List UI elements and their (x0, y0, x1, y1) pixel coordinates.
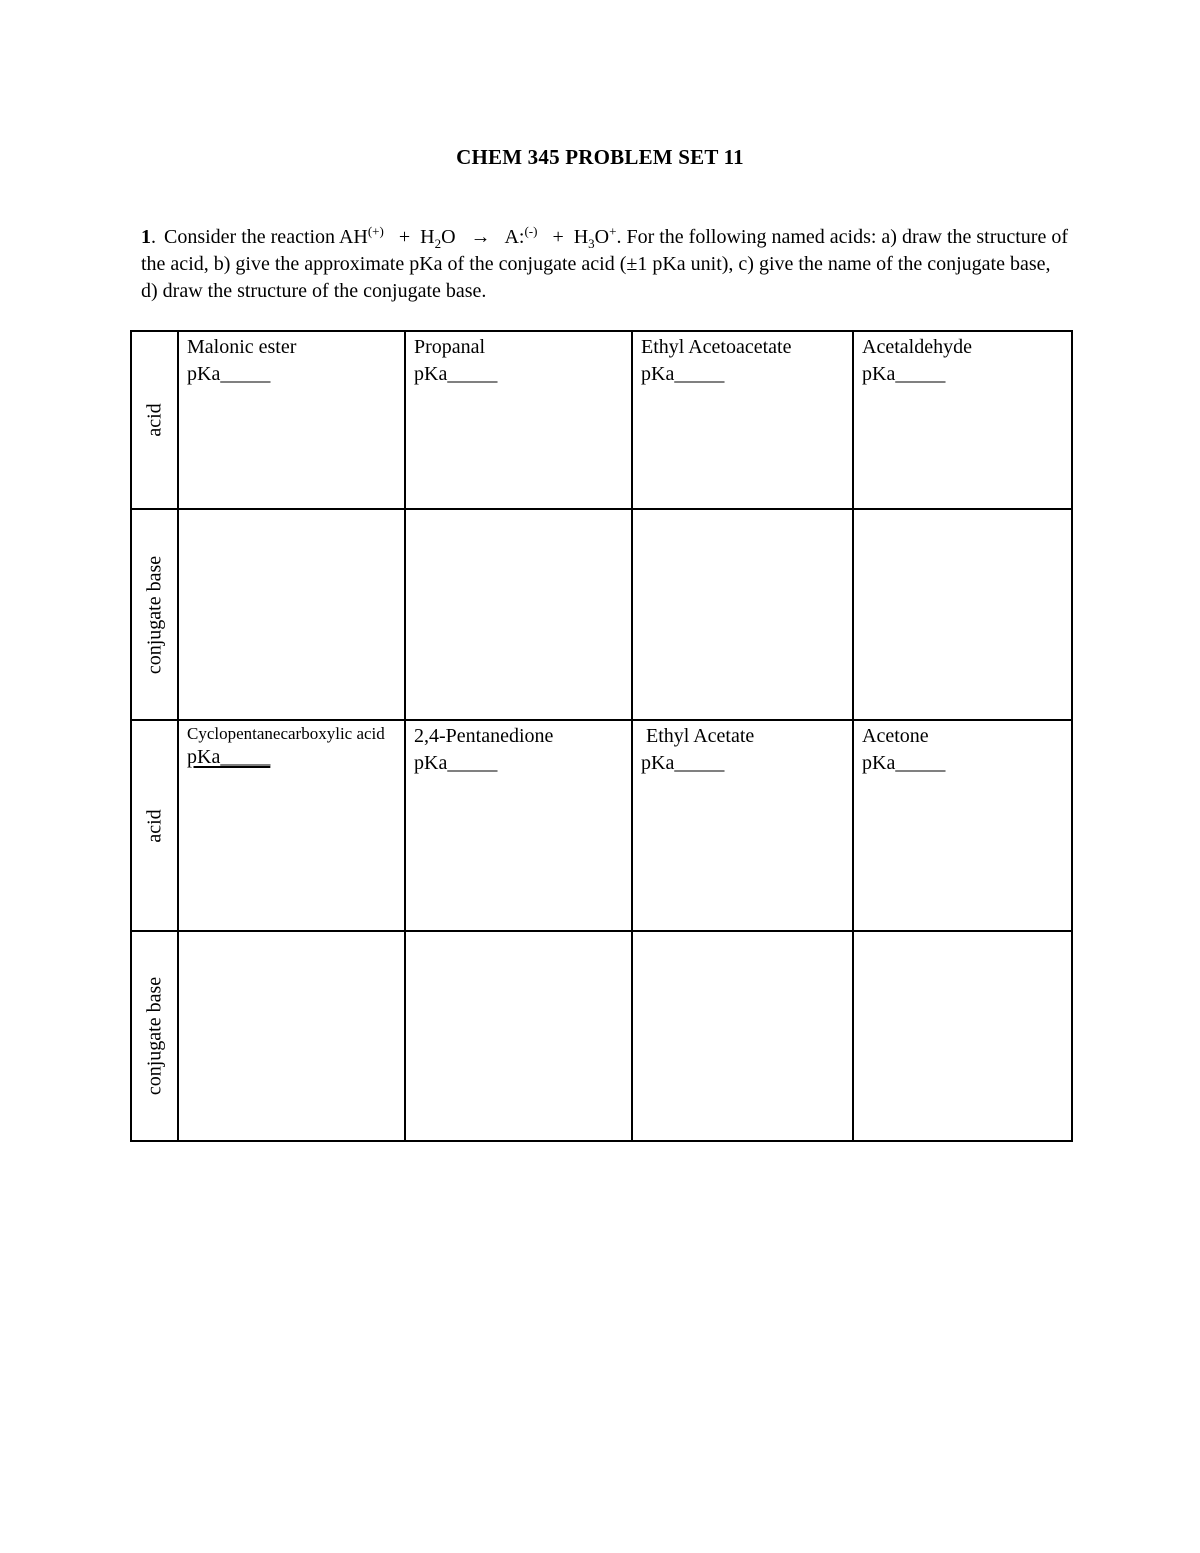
page-title: CHEM 345 PROBLEM SET 11 (456, 145, 744, 169)
pka-blank: pKa_____ (862, 752, 946, 774)
row-label-acid: acid (131, 720, 178, 931)
hydronium-h: H (573, 226, 589, 248)
cell-conjugate-base[interactable] (632, 509, 853, 720)
base-row-1 (131, 509, 1072, 720)
question-text: . For the following named acids: a) draw the structure of the acid, b) give the approximate pKa of the conjugate acid (±1 pKa unit), c) give the name of the conjugate base, d) draw the structure of the conjugate base. (141, 226, 1069, 302)
pka-blank: pKa_____ (641, 363, 725, 385)
reaction-arrow: → (470, 226, 491, 248)
acid-name: Ethyl Acetoacetate (641, 336, 792, 358)
pka-blank: pKa_____ (187, 363, 271, 385)
acid-name: Acetone (862, 725, 929, 747)
question-intro: Consider the reaction AH (164, 226, 368, 248)
cell-conjugate-base[interactable] (853, 931, 1072, 1141)
acid-name: Acetaldehyde (862, 336, 972, 358)
cell-conjugate-base[interactable] (405, 509, 632, 720)
cell-conjugate-base[interactable] (853, 509, 1072, 720)
pka-blank: pKa_____ (187, 746, 271, 768)
acid-name: Ethyl Acetate (646, 725, 755, 747)
acid-name: Propanal (414, 336, 486, 358)
acid-name: Cyclopentanecarboxylic acid (187, 724, 385, 743)
plus-sign: + (398, 226, 411, 248)
a-charge: (-) (524, 223, 538, 239)
question-1: 1. Consider the reaction AH(+) + $H_2O$ → A:(-) + $H_3O^+$. For the following named acids: a) draw the structure of the acid, b) give the approximate pKa of the conjugate acid (±1 pKa unit), c) give the name of the conjugate base, d) draw the structure of the conjugate base. (141, 223, 1069, 302)
hydronium-o: O (594, 226, 610, 248)
row-label-conjugate-base: conjugate base (131, 509, 178, 720)
ah-charge: (+) (367, 223, 384, 239)
cell-cyclopentanecarboxylic-acid[interactable] (178, 720, 405, 931)
plus-sign-2: + (552, 226, 564, 248)
cell-acetone[interactable] (853, 720, 1072, 931)
cell-conjugate-base[interactable] (405, 931, 632, 1141)
cell-ethyl-acetate[interactable] (632, 720, 853, 931)
water-o: O (441, 226, 456, 248)
cell-malonic-ester[interactable] (178, 331, 405, 509)
hydronium-charge: + (609, 223, 617, 239)
pka-blank: pKa_____ (862, 363, 946, 385)
cell-ethyl-acetoacetate[interactable] (632, 331, 853, 509)
pka-blank: pKa_____ (641, 752, 725, 774)
cell-2-4-pentanedione[interactable] (405, 720, 632, 931)
pka-blank: pKa_____ (414, 363, 498, 385)
hydronium-subscript: 3 (588, 236, 595, 251)
row-label-conjugate-base: conjugate base (131, 931, 178, 1141)
base-row-2 (131, 931, 1072, 1141)
cell-conjugate-base[interactable] (178, 931, 405, 1141)
acid-name: 2,4-Pentanedione (414, 725, 554, 747)
water-subscript: 2 (434, 236, 442, 251)
pka-blank: pKa_____ (414, 752, 498, 774)
water-h: H (420, 226, 435, 248)
row-label-acid: acid (131, 331, 178, 509)
acid-name: Malonic ester (187, 336, 297, 358)
answer-grid (130, 330, 1073, 1142)
cell-conjugate-base[interactable] (178, 509, 405, 720)
acid-row-2 (131, 720, 1072, 931)
cell-conjugate-base[interactable] (632, 931, 853, 1141)
acid-row-1 (131, 331, 1072, 509)
cell-propanal[interactable] (405, 331, 632, 509)
question-number: 1 (141, 226, 151, 248)
conjugate-base-symbol: A: (504, 226, 525, 248)
cell-acetaldehyde[interactable] (853, 331, 1072, 509)
